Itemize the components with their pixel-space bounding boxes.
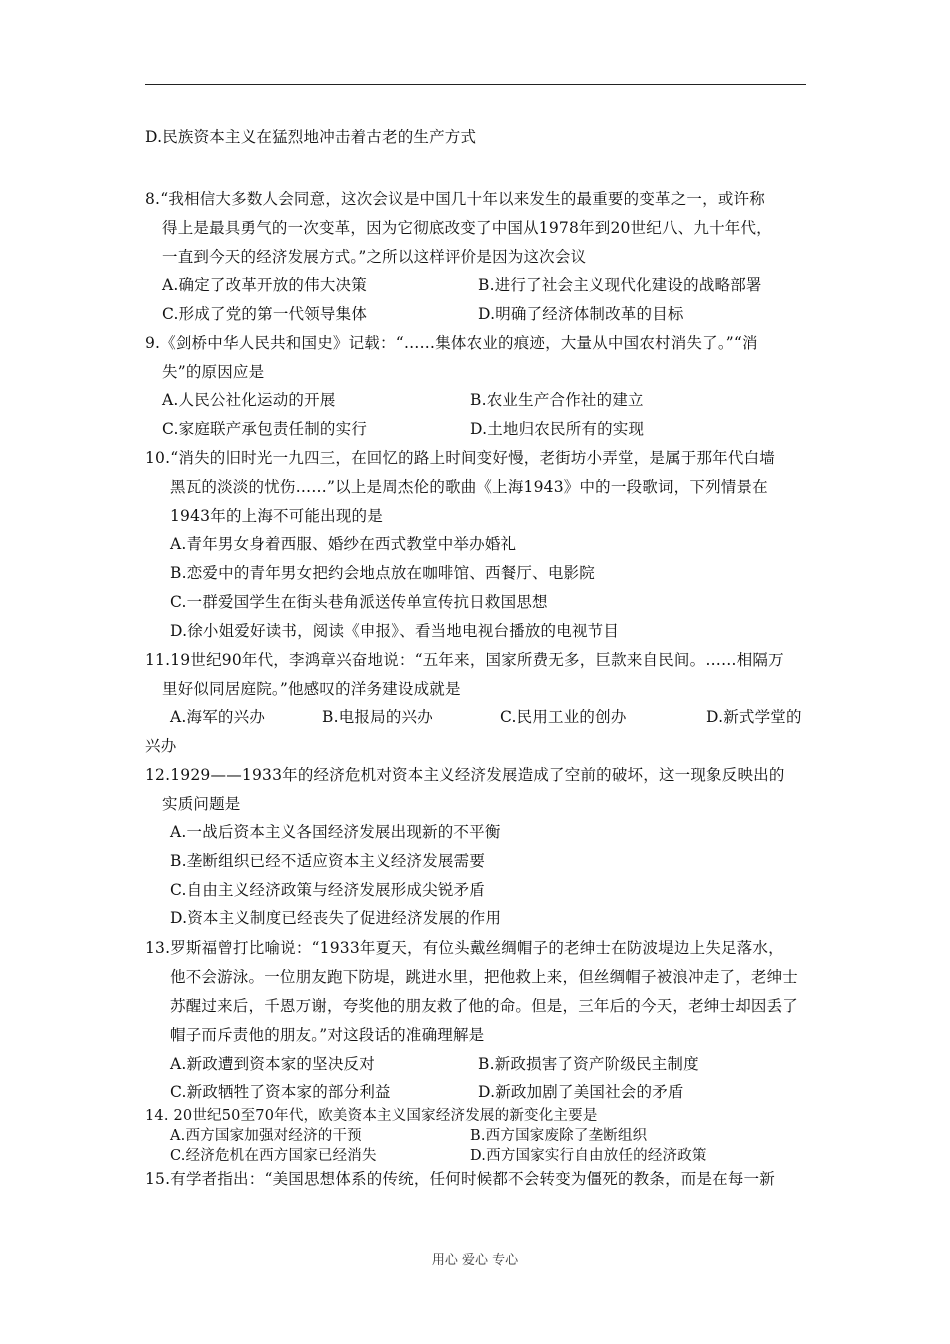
question-10-option-a: A.青年男女身着西服、婚纱在西式教堂中举办婚礼: [170, 535, 517, 553]
option-7d: D.民族资本主义在猛烈地冲击着古老的生产方式: [145, 128, 477, 146]
question-14-option-c: C.经济危机在西方国家已经消失: [170, 1148, 377, 1164]
question-11-option-d-wrap: 兴办: [145, 737, 177, 755]
question-12-option-d: D.资本主义制度已经丧失了促进经济发展的作用: [170, 909, 502, 927]
question-11-option-a: A.海军的兴办: [170, 708, 266, 726]
question-11-option-b: B.电报局的兴办: [322, 708, 433, 726]
question-10-option-d: D.徐小姐爱好读书，阅读《申报》、看当地电视台播放的电视节目: [170, 622, 620, 640]
question-14-option-d: D.西方国家实行自由放任的经济政策: [470, 1148, 707, 1164]
question-8-stem-line-1: 8.“我相信大多数人会同意，这次会议是中国几十年以来发生的最重要的变革之一，或许称: [145, 190, 765, 208]
question-13-stem-line-1: 13.罗斯福曾打比喻说：“1933年夏天，有位头戴丝绸帽子的老绅士在防波堤边上失足落水，: [145, 939, 784, 957]
question-12-option-b: B.垄断组织已经不适应资本主义经济发展需要: [170, 852, 486, 870]
question-13-stem-line-3: 苏醒过来后，千恩万谢，夸奖他的朋友救了他的命。但是，三年后的今天，老绅士却因丢了: [170, 997, 799, 1015]
question-9-stem-line-2: 失”的原因应是: [162, 363, 265, 381]
header-rule: [145, 84, 806, 85]
question-10-stem-line-1: 10.“消失的旧时光一九四三，在回忆的路上时间变好慢，老街坊小弄堂，是属于那年代白墙: [145, 449, 775, 467]
question-9-option-d: D.土地归农民所有的实现: [470, 420, 645, 438]
question-8-stem-line-3: 一直到今天的经济发展方式。”之所以这样评价是因为这次会议: [162, 248, 587, 266]
question-14-option-b: B.西方国家废除了垄断组织: [470, 1128, 648, 1144]
question-12-option-c: C.自由主义经济政策与经济发展形成尖锐矛盾: [170, 881, 485, 899]
question-14-stem: 14. 20世纪50至70年代，欧美资本主义国家经济发展的新变化主要是: [145, 1108, 598, 1124]
question-11-option-c: C.民用工业的创办: [500, 708, 627, 726]
question-8-option-b: B.进行了社会主义现代化建设的战略部署: [478, 276, 762, 294]
question-8-option-c: C.形成了党的第一代领导集体: [162, 305, 368, 323]
question-9-option-b: B.农业生产合作社的建立: [470, 391, 644, 409]
question-13-stem-line-2: 他不会游泳。一位朋友跑下防堤，跳进水里，把他救上来，但丝绸帽子被浪冲走了，老绅士: [170, 968, 799, 986]
question-12-stem-line-1: 12.1929——1933年的经济危机对资本主义经济发展造成了空前的破坏，这一现象反映出的: [145, 766, 785, 784]
question-13-option-a: A.新政遭到资本家的坚决反对: [170, 1055, 375, 1073]
question-12-option-a: A.一战后资本主义各国经济发展出现新的不平衡: [170, 823, 501, 841]
question-15-stem-line-1: 15.有学者指出：“美国思想体系的传统，任何时候都不会转变为僵死的教条，而是在每一新: [145, 1170, 775, 1188]
question-8-stem-line-2: 得上是最具勇气的一次变革，因为它彻底改变了中国从1978年到20世纪八、九十年代，: [162, 219, 772, 237]
question-9-stem-line-1: 9.《剑桥中华人民共和国史》记载：“……集体农业的痕迹，大量从中国农村消失了。”“消: [145, 334, 758, 352]
question-10-stem-line-2: 黑瓦的淡淡的忧伤……”以上是周杰伦的歌曲《上海1943》中的一段歌词，下列情景在: [170, 478, 768, 496]
question-10-option-c: C.一群爱国学生在街头巷角派送传单宣传抗日救国思想: [170, 593, 548, 611]
question-8-option-d: D.明确了经济体制改革的目标: [478, 305, 684, 323]
question-9-option-c: C.家庭联产承包责任制的实行: [162, 420, 368, 438]
page-footer: 用心 爱心 专心: [431, 1253, 519, 1268]
question-13-option-d: D.新政加剧了美国社会的矛盾: [478, 1083, 684, 1101]
question-14-option-a: A.西方国家加强对经济的干预: [170, 1128, 362, 1144]
question-9-option-a: A.人民公社化运动的开展: [162, 391, 336, 409]
question-12-stem-line-2: 实质问题是: [162, 795, 241, 813]
question-11-option-d: D.新式学堂的: [706, 708, 802, 726]
question-13-option-b: B.新政损害了资产阶级民主制度: [478, 1055, 699, 1073]
question-10-option-b: B.恋爱中的青年男女把约会地点放在咖啡馆、西餐厅、电影院: [170, 564, 595, 582]
question-13-stem-line-4: 帽子而斥责他的朋友。”对这段话的准确理解是: [170, 1026, 485, 1044]
question-11-stem-line-1: 11.19世纪90年代，李鸿章兴奋地说：“五年来，国家所费无多，巨款来自民间。……相隔万: [145, 651, 784, 669]
question-13-option-c: C.新政牺牲了资本家的部分利益: [170, 1083, 391, 1101]
question-10-stem-line-3: 1943年的上海不可能出现的是: [170, 507, 383, 525]
question-8-option-a: A.确定了改革开放的伟大决策: [162, 276, 367, 294]
question-11-stem-line-2: 里好似同居庭院。”他感叹的洋务建设成就是: [162, 680, 461, 698]
